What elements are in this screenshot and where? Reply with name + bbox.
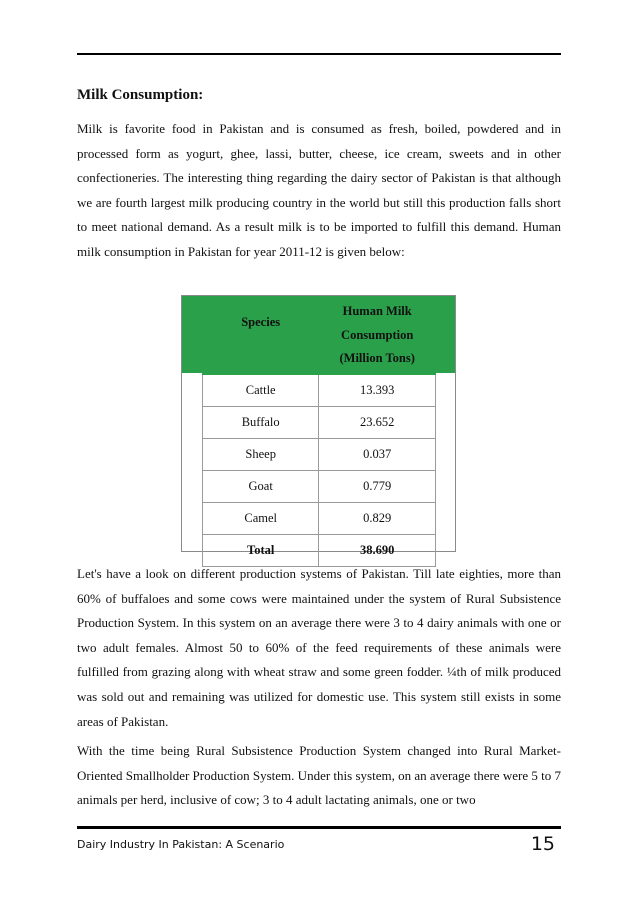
footer-rule <box>77 826 561 829</box>
header-fill-right <box>435 296 455 373</box>
footer-title: Dairy Industry In Pakistan: A Scenario <box>77 838 285 851</box>
table-row <box>203 439 436 471</box>
consumption-cell: 23.652 <box>319 407 436 439</box>
column-header-species: Species <box>203 297 319 350</box>
header-spacer-cell <box>203 350 319 375</box>
species-cell: Sheep <box>203 439 319 471</box>
species-cell: Cattle <box>203 375 319 407</box>
consumption-cell: 13.393 <box>319 375 436 407</box>
table-row <box>203 503 436 535</box>
milk-consumption-table-frame <box>181 295 456 557</box>
table-row <box>203 375 436 407</box>
total-label-cell: Total <box>203 535 319 567</box>
species-cell: Camel <box>203 503 319 535</box>
production-systems-paragraph: Let's have a look on different production systems of Pakistan. Till late eighties, more than 60% of buffaloes and some cows were maintained under the system of Rural Subsistence Production System. In this system on an average there were 3 to 4 dairy animals with one or two adult females. Almost 50 to 60% of the feed requirements of these animals were fulfilled from grazing along with wheat straw and some green fodder. ¼th of milk produced was sold out and remaining was utilized for domestic use. This system still exists in some areas of Pakistan. <box>77 566 561 729</box>
consumption-cell: 0.037 <box>319 439 436 471</box>
header-fill-left <box>182 296 202 373</box>
market-oriented-paragraph: With the time being Rural Subsistence Production System changed into Rural Market-Oriented Smallholder Production System. Under this system, on an average there were 5 to 7 animals per herd, inclusive of cow; 3 to 4 adult lactating animals, one or two <box>77 743 561 808</box>
total-value-cell: 38.690 <box>319 535 436 567</box>
header-rule <box>77 53 561 55</box>
species-cell: Goat <box>203 471 319 503</box>
table-row <box>203 407 436 439</box>
page-number: 15 <box>530 833 555 855</box>
table-row <box>203 471 436 503</box>
intro-paragraph: Milk is favorite food in Pakistan and is consumed as fresh, boiled, powdered and in processed form as yogurt, ghee, lassi, butter, cheese, ice cream, sweets and in other confectioneries. The interesting thing regarding the dairy sector of Pakistan is that although we are fourth largest milk producing country in the world but still this production falls short to meet national demand. As a result milk is to be imported to fulfill this demand. Human milk consumption in Pakistan for year 2011-12 is given below: <box>77 121 561 259</box>
consumption-cell: 0.829 <box>319 503 436 535</box>
milk-consumption-table <box>202 296 436 567</box>
consumption-cell: 0.779 <box>319 471 436 503</box>
species-cell: Buffalo <box>203 407 319 439</box>
section-heading: Milk Consumption: <box>77 87 204 103</box>
column-header-consumption: Human Milk Consumption (Million Tons) <box>319 297 436 375</box>
